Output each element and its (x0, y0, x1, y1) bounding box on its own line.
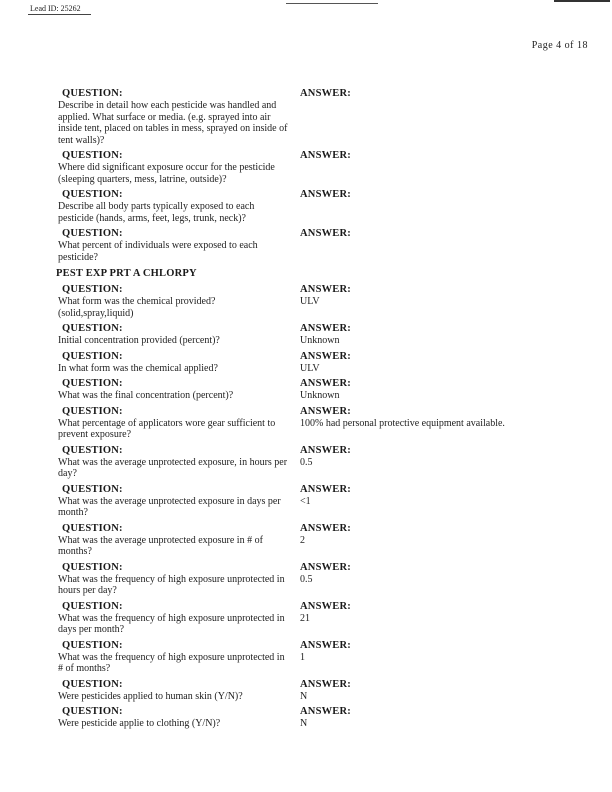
question-text: What was the frequency of high exposure unprotected in days per month? (58, 612, 285, 635)
scan-artifact-line-right (554, 0, 610, 2)
question-label: QUESTION: (62, 706, 123, 717)
page-number: Page 4 of 18 (531, 40, 588, 51)
answer-text: ULV (300, 296, 320, 307)
question-label: QUESTION: (62, 378, 123, 389)
answer-label: ANSWER: (300, 483, 351, 495)
question-label: QUESTION: (62, 639, 123, 651)
answer-text: 0.5 (300, 456, 313, 468)
question-text: What form was the chemical provided?(solid,spray,liquid) (58, 296, 216, 319)
answer-text: 1 (300, 651, 305, 663)
answer-text: 2 (300, 534, 305, 546)
qa-block (58, 562, 594, 597)
answer-label: ANSWER: (300, 405, 351, 417)
question-text: Where did significant exposure occur for the pesticide (sleeping quarters, mess, latrine, outside)? (58, 162, 275, 185)
section-header: PEST EXP PRT A CHLORPY (56, 268, 197, 279)
answer-label: ANSWER: (300, 228, 351, 239)
qa-block (58, 378, 594, 402)
qa-block (58, 323, 594, 347)
answer-label: ANSWER: (300, 444, 351, 456)
question-text: What was the frequency of high exposure unprotected in # of months? (58, 651, 285, 674)
answer-label: ANSWER: (300, 88, 351, 99)
question-label: QUESTION: (62, 561, 123, 573)
answer-text: N (300, 690, 308, 702)
answer-text: N (300, 718, 308, 729)
qa-block (58, 445, 594, 480)
qa-block (58, 284, 594, 319)
question-label: QUESTION: (62, 88, 123, 99)
question-text: What was the average unprotected exposure in # of months? (58, 534, 263, 557)
question-text: What percent of individuals were exposed to each pesticide? (58, 240, 258, 263)
qa-block (58, 484, 594, 519)
answer-text: Unknown (300, 335, 340, 346)
qa-block (58, 640, 594, 675)
question-text: Describe all body parts typically exposed to each pesticide (hands, arms, feet, legs, trunk, neck)? (58, 201, 255, 224)
question-label: QUESTION: (62, 284, 123, 295)
answer-text (300, 162, 594, 163)
answer-text (300, 240, 594, 241)
answer-text: 0.5 (300, 573, 313, 585)
qa-block (58, 406, 594, 441)
qa-block (58, 679, 594, 703)
question-label: QUESTION: (62, 405, 123, 417)
question-label: QUESTION: (62, 228, 123, 239)
question-text: In what form was the chemical applied? (58, 362, 218, 374)
answer-label: ANSWER: (300, 561, 351, 573)
question-label: QUESTION: (62, 522, 123, 534)
answer-label: ANSWER: (300, 189, 351, 200)
question-text: Were pesticides applied to human skin (Y/N)? (58, 690, 243, 702)
answer-label: ANSWER: (300, 522, 351, 534)
answer-text (300, 100, 594, 101)
question-label: QUESTION: (62, 323, 123, 334)
answer-label: ANSWER: (300, 323, 351, 334)
question-label: QUESTION: (62, 678, 123, 690)
answer-text: ULV (300, 362, 320, 374)
answer-text: <1 (300, 495, 311, 507)
question-text: What was the average unprotected exposure in days per month? (58, 495, 281, 518)
question-text: What was the frequency of high exposure unprotected in hours per day? (58, 573, 285, 596)
answer-label: ANSWER: (300, 678, 351, 690)
answer-label: ANSWER: (300, 639, 351, 651)
answer-label: ANSWER: (300, 150, 351, 161)
question-label: QUESTION: (62, 350, 123, 362)
question-text: Initial concentration provided (percent)? (58, 335, 220, 346)
question-text: What was the final concentration (percent)? (58, 390, 234, 401)
answer-label: ANSWER: (300, 600, 351, 612)
answer-label: ANSWER: (300, 706, 351, 717)
question-label: QUESTION: (62, 483, 123, 495)
qa-block (58, 228, 594, 263)
answer-text (300, 201, 594, 202)
question-text: What percentage of applicators wore gear sufficient to prevent exposure? (58, 417, 276, 440)
qa-block (58, 351, 594, 375)
question-label: QUESTION: (62, 150, 123, 161)
lead-id: Lead ID: 25262 (28, 4, 91, 15)
qa-block (58, 601, 594, 636)
question-label: QUESTION: (62, 189, 123, 200)
qa-block (58, 150, 594, 185)
question-text: Describe in detail how each pesticide was handled and applied. What surface or media. (e.g. sprayed into air inside tent, placed on tables in mess, sprayed on inside of tent walls)? (58, 100, 288, 146)
question-text: What was the average unprotected exposure, in hours per day? (58, 456, 288, 479)
question-label: QUESTION: (62, 444, 123, 456)
question-text: Were pesticide applie to clothing (Y/N)? (58, 718, 221, 729)
answer-label: ANSWER: (300, 378, 351, 389)
qa-content (58, 88, 594, 734)
qa-block (58, 88, 594, 146)
answer-text: Unknown (300, 390, 340, 401)
answer-text: 100% had personal protective equipment available. (300, 417, 505, 429)
qa-block (58, 189, 594, 224)
answer-text: 21 (300, 612, 310, 624)
qa-block (58, 706, 594, 730)
scan-artifact-line-center (286, 3, 378, 4)
answer-label: ANSWER: (300, 350, 351, 362)
question-label: QUESTION: (62, 600, 123, 612)
answer-label: ANSWER: (300, 284, 351, 295)
qa-block (58, 523, 594, 558)
